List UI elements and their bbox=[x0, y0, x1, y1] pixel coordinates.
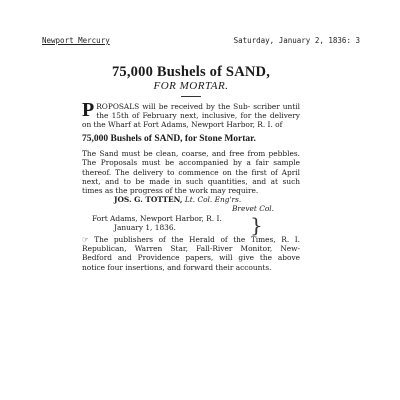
ad-paragraph-1 bbox=[82, 99, 300, 130]
place-line: Fort Adams, Newport Harbor, R. I. bbox=[92, 213, 222, 223]
ad-title: 75,000 Bushels of SAND, bbox=[111, 64, 271, 80]
paragraph-1-text: ROPOSALS will be received by the Sub- scriber until the 15th of February next, inclusive, for the delivery on the Wharf at Fort Adams, Newport Harbor, R. I. of bbox=[82, 102, 300, 130]
ad-subhead: 75,000 Bushels of SAND, for Stone Mortar. bbox=[82, 133, 256, 144]
signature-name: JOS. G. TOTTEN, bbox=[114, 195, 183, 205]
publication-date: Saturday, January 2, 1836: 3 bbox=[233, 36, 360, 45]
newspaper-name: Newport Mercury bbox=[42, 36, 110, 45]
ad-subtitle: FOR MORTAR. bbox=[153, 80, 229, 92]
signature-line bbox=[82, 195, 300, 204]
ad-paragraph-2: The Sand must be clean, coarse, and free from pebbles. The Proposals must be accompanied by a fair sample thereof. The delivery to commence on the first of April next, and to be made in such quantities, and at such times as the progress of the work may require. bbox=[82, 149, 300, 195]
date-line: January 1, 1836. bbox=[114, 222, 176, 232]
place-date-block bbox=[82, 212, 300, 237]
publishers-notice: ☞ The publishers of the Herald of the Times, R. I. Republican, Warren Star, Fall-River Monitor, New-Bedford and Providence papers, will give the above notice four insertions, and forward their accounts. bbox=[82, 234, 300, 272]
drop-cap: P bbox=[82, 99, 95, 121]
page-header bbox=[42, 36, 360, 45]
brace-mark: } bbox=[250, 212, 263, 237]
signature-brevet: Brevet Col. bbox=[232, 204, 275, 214]
advertisement-clipping bbox=[82, 55, 300, 272]
divider-rule bbox=[181, 96, 201, 97]
signature-title: Lt. Col. Eng'rs. bbox=[184, 195, 242, 205]
